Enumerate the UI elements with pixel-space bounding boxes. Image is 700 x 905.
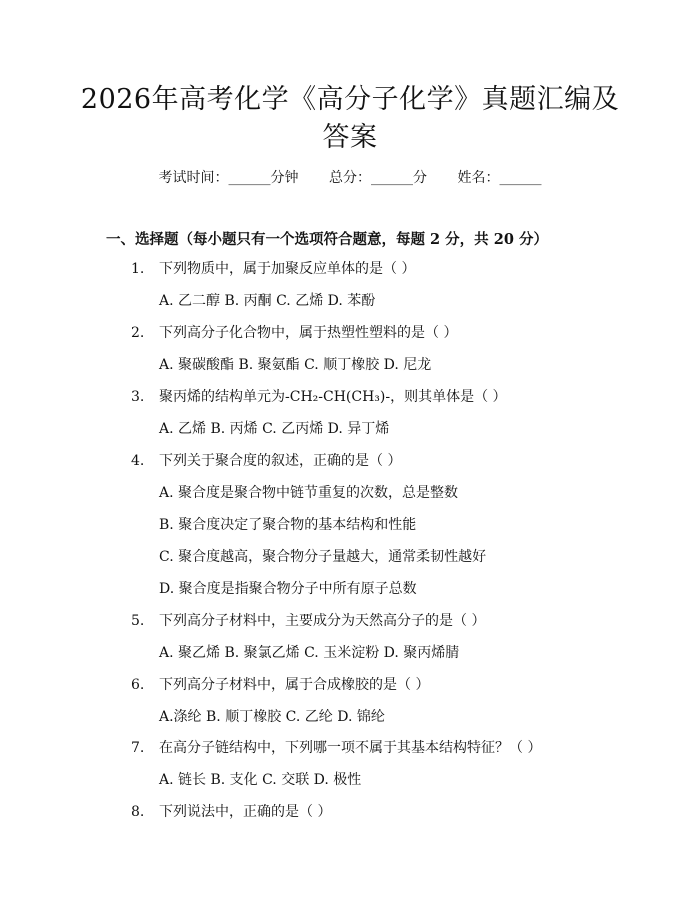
question-2-options: A. 聚碳酸酯 B. 聚氨酯 C. 顺丁橡胶 D. 尼龙 — [159, 357, 432, 373]
question-number: 3. — [131, 389, 145, 405]
question-4 — [131, 450, 401, 472]
question-4-option-c: C. 聚合度越高，聚合物分子量越大，通常柔韧性越好 — [159, 549, 487, 565]
question-7 — [131, 737, 541, 759]
question-number: 8. — [131, 804, 145, 820]
question-4-option-b: B. 聚合度决定了聚合物的基本结构和性能 — [159, 517, 417, 533]
question-text: 下列高分子材料中，属于合成橡胶的是（ ） — [159, 677, 430, 693]
question-5-options: A. 聚乙烯 B. 聚氯乙烯 C. 玉米淀粉 D. 聚丙烯腈 — [159, 645, 460, 661]
page-title-line1: 2026年高考化学《高分子化学》真题汇编及 — [80, 84, 620, 115]
exam-score-field: 总分：______分 — [329, 170, 427, 186]
question-5 — [131, 610, 485, 632]
question-number: 2. — [131, 325, 145, 341]
question-text: 下列高分子材料中，主要成分为天然高分子的是（ ） — [159, 613, 486, 629]
question-number: 6. — [131, 677, 145, 693]
question-3 — [131, 386, 507, 408]
question-6 — [131, 674, 429, 696]
question-text: 在高分子链结构中，下列哪一项不属于其基本结构特征？（ ） — [159, 740, 542, 756]
question-1-options: A. 乙二醇 B. 丙酮 C. 乙烯 D. 苯酚 — [159, 293, 376, 309]
question-text: 下列说法中，正确的是（ ） — [159, 804, 332, 820]
question-text: 下列关于聚合度的叙述，正确的是（ ） — [159, 453, 402, 469]
question-text: 下列高分子化合物中，属于热塑性塑料的是（ ） — [159, 325, 458, 341]
question-7-options: A. 链长 B. 支化 C. 交联 D. 极性 — [159, 772, 362, 788]
exam-time-field: 考试时间：______分钟 — [158, 170, 299, 186]
question-number: 7. — [131, 740, 145, 756]
section-heading: 一、选择题（每小题只有一个选项符合题意，每题 2 分，共 20 分） — [106, 231, 548, 248]
page-title-line2: 答案 — [322, 122, 378, 153]
question-1 — [131, 258, 415, 280]
question-number: 4. — [131, 453, 145, 469]
question-4-option-a: A. 聚合度是聚合物中链节重复的次数，总是整数 — [159, 485, 459, 501]
question-3-options: A. 乙烯 B. 丙烯 C. 乙丙烯 D. 异丁烯 — [159, 421, 390, 437]
question-text: 下列物质中，属于加聚反应单体的是（ ） — [159, 261, 416, 277]
exam-info — [0, 168, 700, 188]
question-number: 1. — [131, 261, 145, 277]
question-text: 聚丙烯的结构单元为-CH₂-CH(CH₃)-，则其单体是（ ） — [159, 389, 507, 405]
student-name-field: 姓名：______ — [457, 170, 542, 186]
question-number: 5. — [131, 613, 145, 629]
question-8 — [131, 801, 331, 823]
question-2 — [131, 322, 457, 344]
question-4-option-d: D. 聚合度是指聚合物分子中所有原子总数 — [159, 581, 417, 597]
question-6-options: A.涤纶 B. 顺丁橡胶 C. 乙纶 D. 锦纶 — [159, 709, 385, 725]
